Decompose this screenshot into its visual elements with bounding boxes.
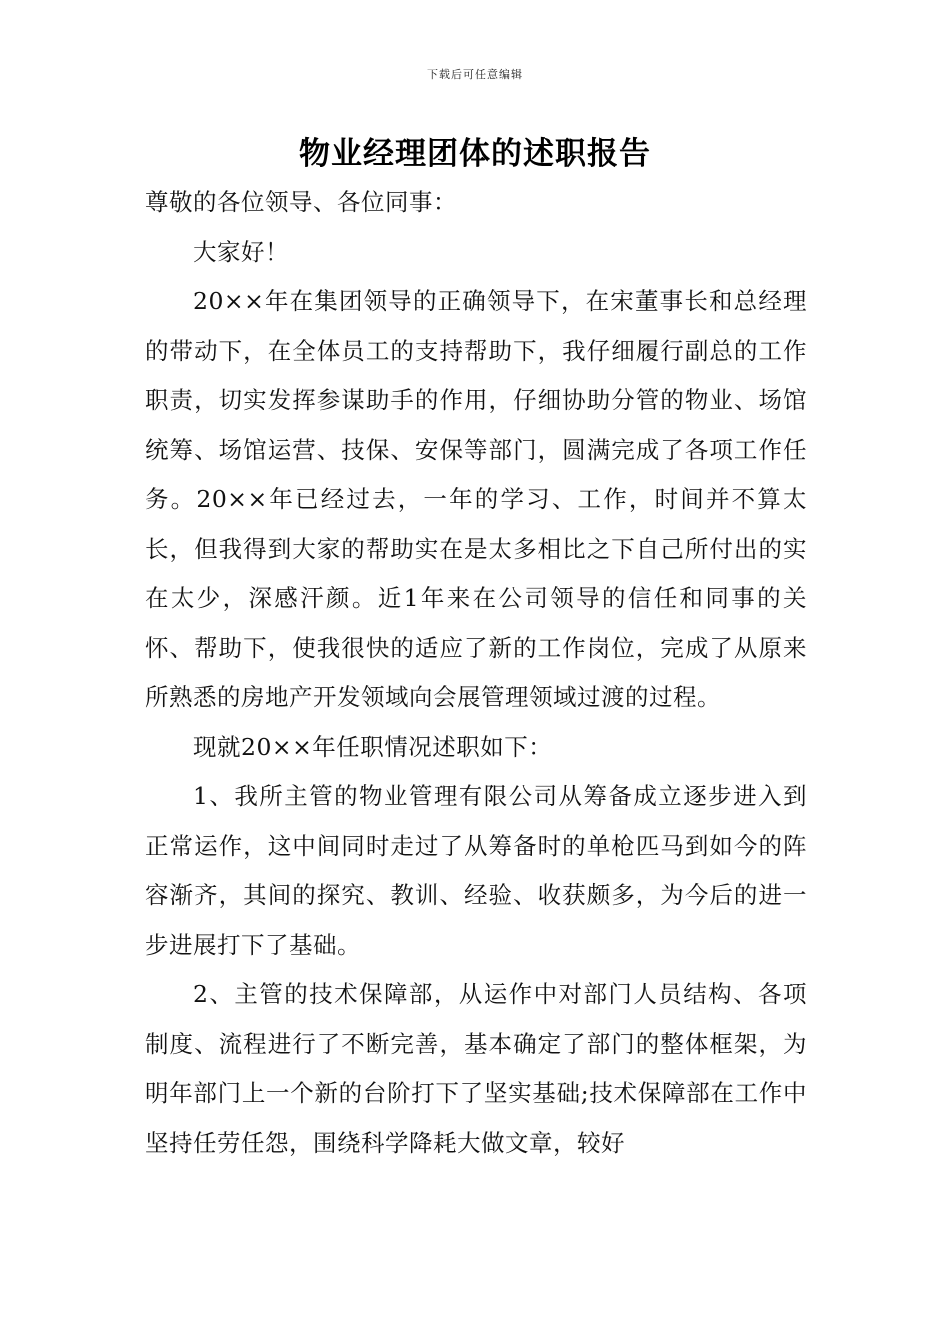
header-note: 下载后可任意编辑 [427,68,523,81]
paragraph-heading: 现就20××年任职情况述职如下： [193,732,553,761]
document-body [145,178,807,1168]
document-title: 物业经理团体的述职报告 [299,136,651,172]
paragraph-greeting: 大家好！ [193,237,289,266]
paragraph-intro: 20××年在集团领导的正确领导下，在宋董事长和总经理的带动下，在全体员工的支持帮助下，我仔细履行副总的工作职责，切实发挥参谋助手的作用，仔细协助分管的物业、场馆统筹、场馆运营、技保、安保等部门，圆满完成了各项工作任务。20××年已经过去，一年的学习、工作，时间并不算太长，但我得到大家的帮助实在是太多相比之下自己所付出的实在太少，深感汗颜。近1年来在公司领导的信任和同事的关怀、帮助下，使我很快的适应了新的工作岗位，完成了从原来所熟悉的房地产开发领域向会展管理领域过渡的过程。 [145,287,807,711]
paragraph-item-1: 1、我所主管的物业管理有限公司从筹备成立逐步进入到正常运作，这中间同时走过了从筹备时的单枪匹马到如今的阵容渐齐，其间的探究、教训、经验、收获颇多，为今后的进一步进展打下了基础。 [145,782,807,959]
paragraph-item-2: 2、主管的技术保障部，从运作中对部门人员结构、各项制度、流程进行了不断完善，基本确定了部门的整体框架，为明年部门上一个新的台阶打下了坚实基础;技术保障部在工作中坚持任劳任怨，围绕科学降耗大做文章，较好 [145,980,807,1157]
salutation: 尊敬的各位领导、各位同事： [145,188,457,216]
